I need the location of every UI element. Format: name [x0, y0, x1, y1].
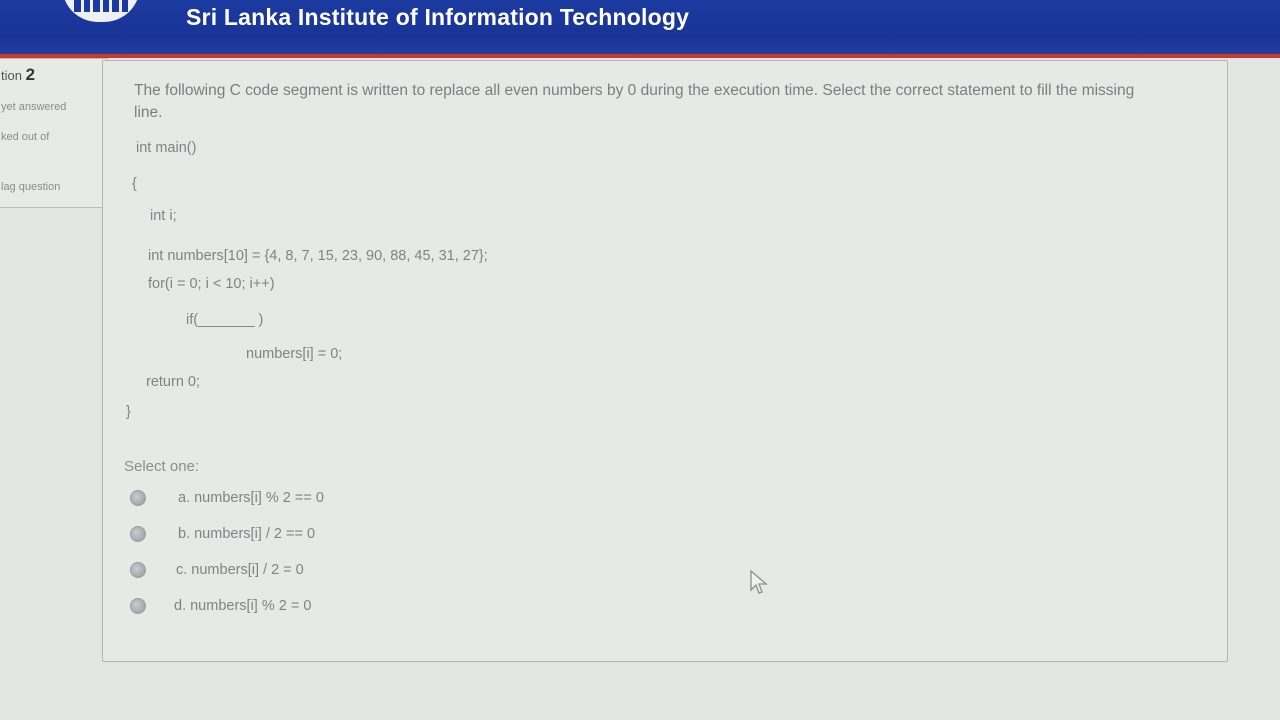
- mouse-cursor-icon: [750, 570, 770, 596]
- flag-question-link[interactable]: lag question: [1, 181, 61, 193]
- question-number-value: 2: [25, 65, 36, 84]
- answer-option-b-label[interactable]: b. numbers[i] / 2 == 0: [178, 526, 316, 542]
- code-line-7: numbers[i] = 0;: [246, 346, 343, 362]
- radio-a[interactable]: [130, 490, 146, 506]
- question-marks: ked out of: [1, 131, 50, 143]
- code-line-4: int numbers[10] = {4, 8, 7, 15, 23, 90, 88, 45, 31, 27};: [148, 248, 488, 264]
- site-title: Sri Lanka Institute of Information Technology: [186, 4, 690, 30]
- answer-option-d[interactable]: [130, 596, 311, 616]
- radio-c[interactable]: [130, 562, 146, 578]
- institute-logo-icon: [62, 0, 140, 22]
- question-number-prefix: tion: [1, 68, 22, 83]
- answer-option-d-label[interactable]: d. numbers[i] % 2 = 0: [174, 598, 312, 614]
- answer-option-c[interactable]: [130, 560, 304, 580]
- code-line-5: for(i = 0; i < 10; i++): [148, 276, 275, 292]
- radio-b[interactable]: [130, 526, 146, 542]
- code-line-2: {: [132, 176, 137, 192]
- question-text: The following C code segment is written to replace all even numbers by 0 during the execution time. Select the correct statement to fill the missing line.: [134, 82, 1135, 121]
- code-line-9: }: [126, 404, 131, 420]
- code-line-1: int main(): [136, 140, 197, 156]
- select-one-label: Select one:: [124, 458, 200, 475]
- answer-option-a[interactable]: [130, 488, 324, 508]
- code-line-8: return 0;: [146, 374, 200, 390]
- answer-option-b[interactable]: [130, 524, 315, 544]
- code-line-6: if(_______ ): [186, 312, 264, 328]
- answer-option-a-label[interactable]: a. numbers[i] % 2 == 0: [178, 490, 324, 506]
- answer-option-c-label[interactable]: c. numbers[i] / 2 = 0: [176, 562, 304, 578]
- radio-d[interactable]: [130, 598, 146, 614]
- code-line-3: int i;: [150, 208, 177, 224]
- question-status: yet answered: [1, 101, 67, 113]
- question-number: [1, 65, 35, 85]
- question-info-panel: [0, 58, 108, 208]
- site-header: [0, 0, 1280, 58]
